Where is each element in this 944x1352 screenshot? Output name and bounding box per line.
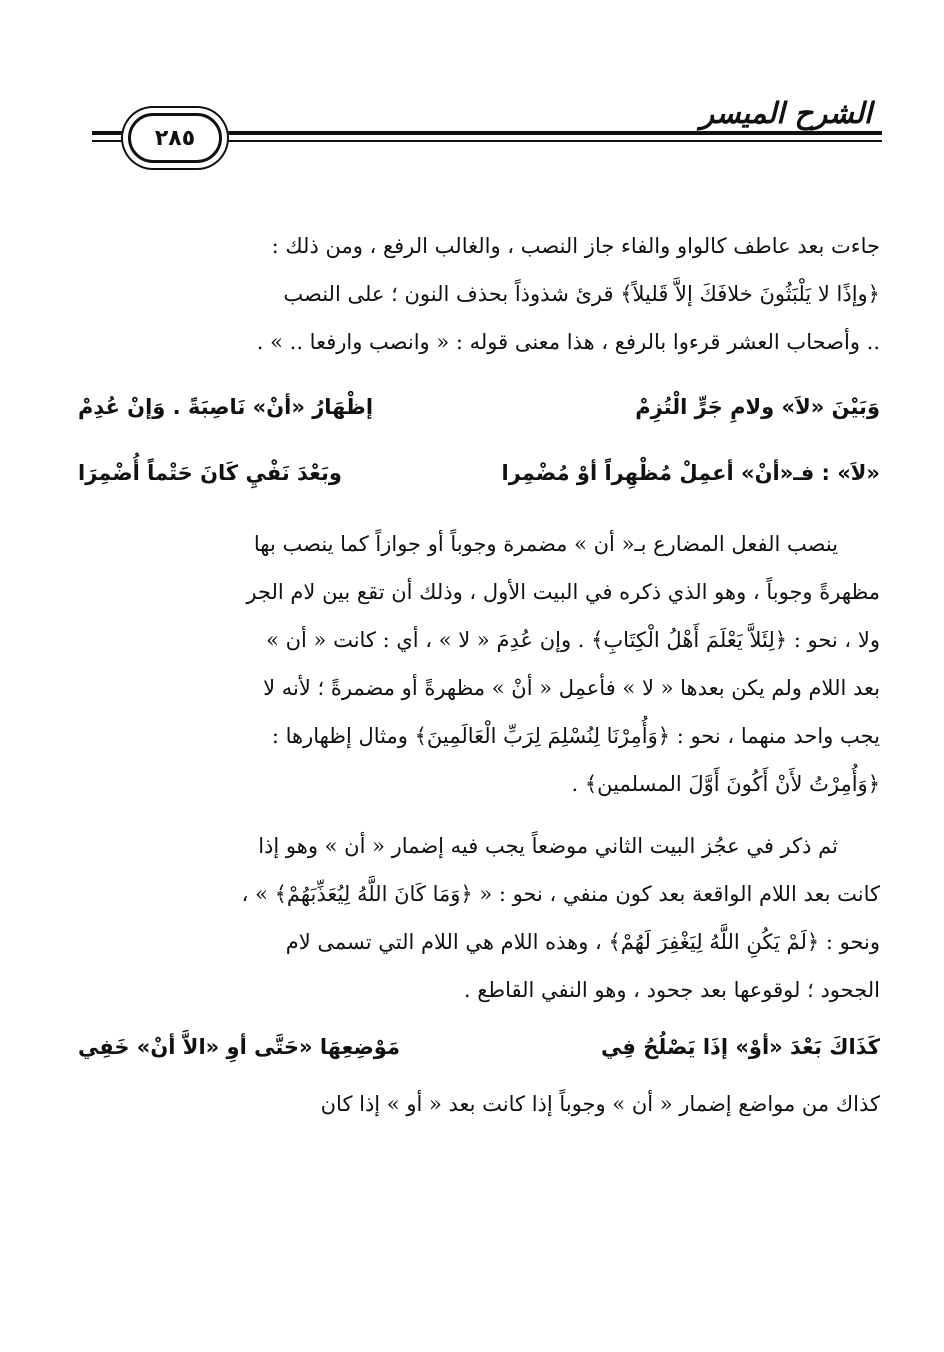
text-line: بعد اللام ولم يكن بعدها « لا » فأعمِل « أنْ » مظهرةً أو مضمرةً ؛ لأنه لا — [263, 676, 880, 700]
text-line: .. وأصحاب العشر قرءوا بالرفع ، هذا معنى قوله : « وانصب وارفعا .. » . — [256, 330, 880, 354]
poem-verses — [78, 1014, 880, 1080]
page-content — [78, 222, 880, 1128]
paragraph-continuation — [78, 222, 880, 366]
paragraph-explanation — [78, 520, 880, 808]
verse-line — [78, 1014, 880, 1080]
text-line: ﴿وإذًا لا يَلْبَثُونَ خلافَكَ إلاَّ قَليلاً﴾ قرئ شذوذاً بحذف النون ؛ على النصب — [283, 282, 880, 306]
text-line: يجب واحد منهما ، نحو : ﴿وَأُمِرْنَا لِنُسْلِمَ لِرَبِّ الْعَالَمِينَ﴾ ومثال إظهارها : — [271, 724, 880, 748]
poem-verses — [78, 374, 880, 506]
text-line: ينصب الفعل المضارع بـ« أن » مضمرة وجوباً أو جوازاً كما ينصب بها — [253, 532, 838, 556]
text-line: جاءت بعد عاطف كالواو والفاء جاز النصب ، والغالب الرفع ، ومن ذلك : — [271, 234, 880, 258]
verse-second-half: وبَعْدَ نَفْيِ كَانَ حَتْماً أُضْمِرَا — [78, 461, 342, 485]
text-line: ﴿وَأُمِرْتُ لأَنْ أَكُونَ أَوَّلَ المسلمين﴾ . — [571, 772, 880, 796]
page-number-badge: ٢٨٥ — [128, 113, 222, 163]
text-line: كانت بعد اللام الواقعة بعد كون منفي ، نحو : « ﴿وَمَا كَانَ اللَّهُ لِيُعَذِّبَهُمْ﴾ » ، — [241, 882, 880, 906]
text-line: ولا ، نحو : ﴿لِئَلاَّ يَعْلَمَ أَهْلُ الْكِتَابِ﴾ . وإن عُدِمَ « لا » ، أي : كانت « أن » — [266, 628, 880, 652]
text-line: الجحود ؛ لوقوعها بعد جحود ، وهو النفي القاطع . — [463, 978, 880, 1002]
book-title: الشرح الميسر — [700, 96, 872, 130]
verse-first-half: «لاَ» : فـ«أنْ» أعمِلْ مُظْهِراً أوْ مُضْمِرا — [501, 461, 880, 485]
text-line: مظهرةً وجوباً ، وهو الذي ذكره في البيت الأول ، وذلك أن تقع بين لام الجر — [246, 580, 880, 604]
verse-second-half: إظْهَارُ «أنْ» نَاصِبَةً . وَإنْ عُدِمْ — [78, 395, 374, 419]
paragraph-aw — [78, 1080, 880, 1128]
page-header — [0, 0, 944, 170]
text-line: ثم ذكر في عجُز البيت الثاني موضعاً يجب فيه إضمار « أن » وهو إذا — [258, 834, 838, 858]
paragraph-second-verse — [78, 822, 880, 1014]
text-line: ونحو : ﴿لَمْ يَكُنِ اللَّهُ لِيَغْفِرَ لَهُمْ﴾ ، وهذه اللام هي اللام التي تسمى لام — [285, 930, 880, 954]
verse-second-half: مَوْضِعِهَا «حَتَّى أوِ «الاَّ أنْ» خَفِي — [78, 1035, 400, 1059]
verse-first-half: كَذَاكَ بَعْدَ «أوْ» إذَا يَصْلُحُ فِي — [600, 1035, 880, 1059]
verse-first-half: وَبَيْنَ «لاَ» ولامِ جَرٍّ الْتُزِمْ — [635, 395, 880, 419]
text-line: كذاك من مواضع إضمار « أن » وجوباً إذا كانت بعد « أو » إذا كان — [320, 1092, 880, 1116]
verse-line — [78, 374, 880, 440]
verse-line — [78, 440, 880, 506]
